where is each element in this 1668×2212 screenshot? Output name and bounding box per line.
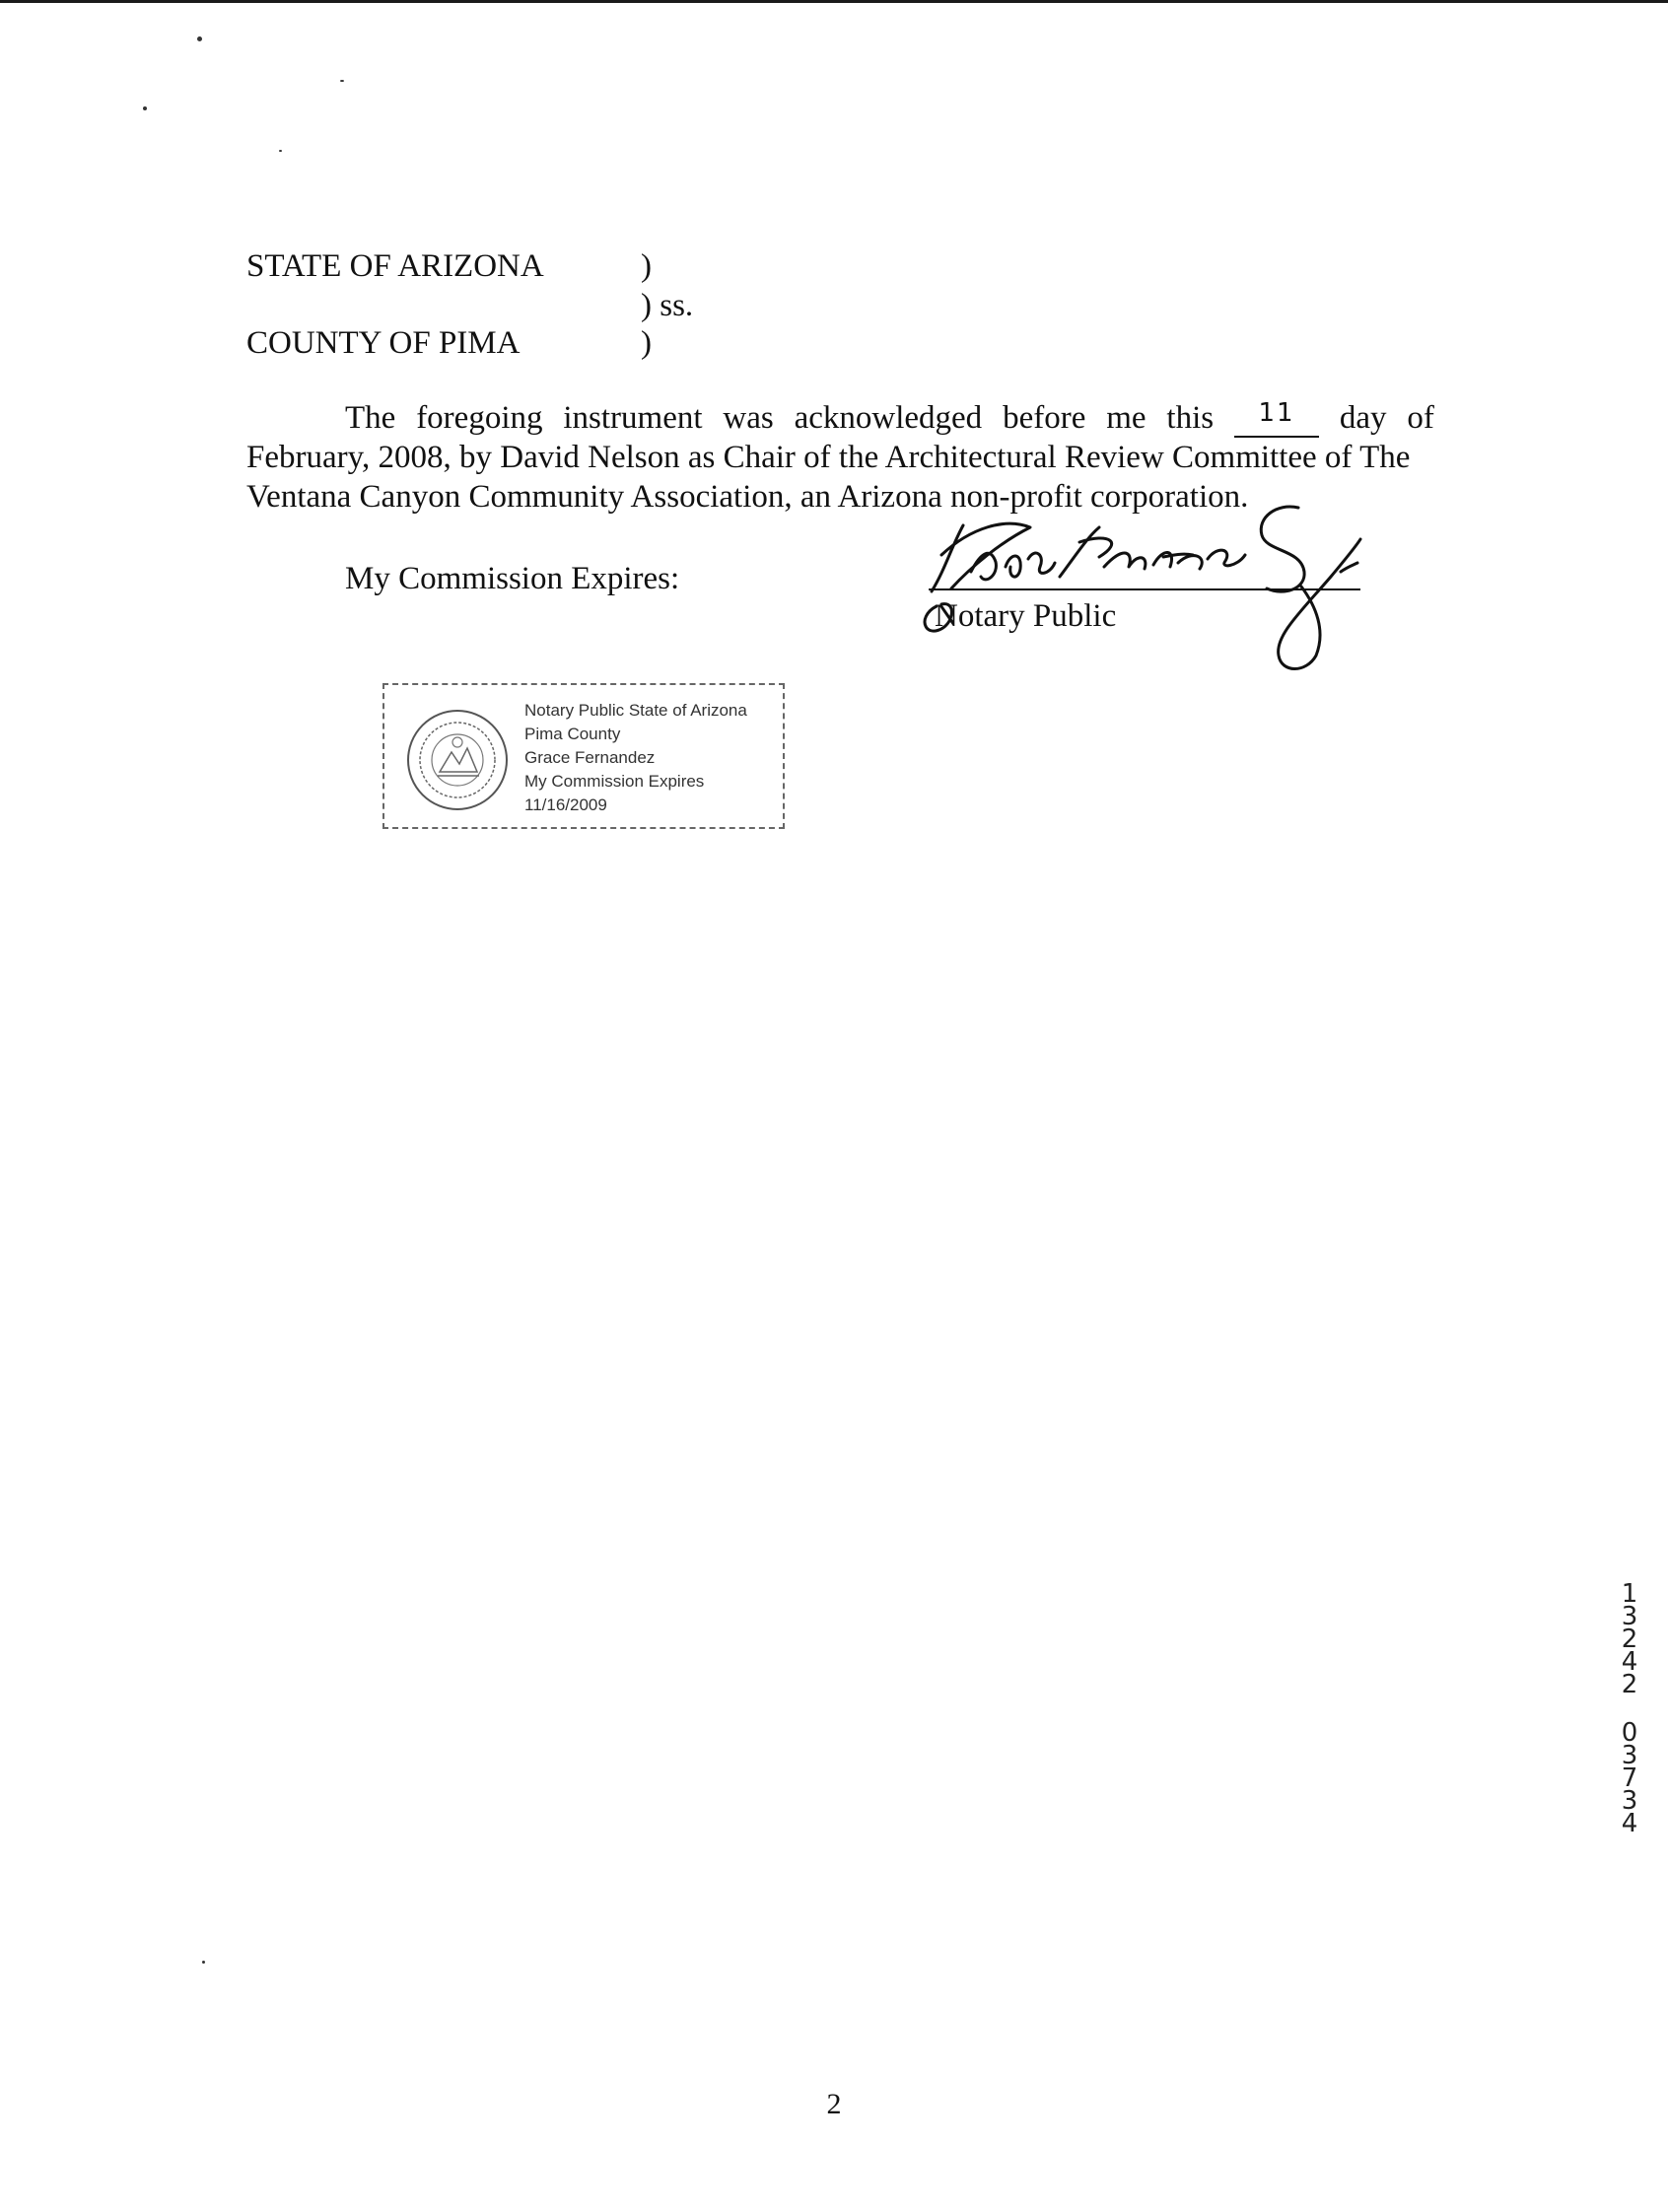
recording-digit: 2 — [1621, 1670, 1638, 1699]
ack-word: of — [1407, 400, 1434, 436]
recording-digit: 3 — [1621, 1602, 1638, 1631]
notary-public-label: Notary Public — [935, 598, 1117, 634]
recording-digit: 1 — [1621, 1579, 1638, 1609]
stamp-line: 11/16/2009 — [524, 795, 607, 814]
scan-speck — [143, 106, 147, 110]
ack-word: instrument — [563, 400, 703, 436]
state-seal-icon — [404, 707, 511, 813]
scan-speck — [340, 80, 344, 82]
scan-speck — [197, 36, 202, 41]
ack-word: before — [1003, 400, 1086, 436]
acknowledgment-line-2: February, 2008, by David Nelson as Chair of the Architectural Review Committee of The — [246, 440, 1411, 475]
day-blank-field: 11 — [1234, 398, 1319, 438]
recording-number — [1615, 1579, 1644, 1838]
ack-word: was — [723, 400, 774, 436]
scan-speck — [279, 150, 282, 152]
notary-signature-line — [929, 588, 1360, 590]
notary-signature — [912, 498, 1375, 675]
scan-speck — [202, 1961, 205, 1964]
venue-state: STATE OF ARIZONA — [246, 248, 544, 284]
recording-digit: 2 — [1621, 1624, 1638, 1654]
notary-stamp — [382, 683, 785, 829]
recording-digit: 3 — [1621, 1741, 1638, 1770]
recording-digit: 4 — [1621, 1809, 1638, 1838]
acknowledgment-line-1 — [246, 398, 1434, 438]
stamp-line: Grace Fernandez — [524, 748, 656, 767]
commission-expires-label: My Commission Expires: — [345, 561, 680, 596]
ack-word: me — [1106, 400, 1147, 436]
venue-county: COUNTY OF PIMA — [246, 325, 521, 361]
ack-word: acknowledged — [794, 400, 983, 436]
stamp-line: My Commission Expires — [524, 772, 705, 791]
recording-digit: 3 — [1621, 1786, 1638, 1816]
acknowledgment-line-3: Ventana Canyon Community Association, an Arizona non-profit corporation. — [246, 479, 1249, 515]
ack-word: day — [1339, 400, 1387, 436]
page-number: 2 — [826, 2088, 842, 2120]
stamp-text-block — [524, 699, 747, 817]
venue-county-paren: ) — [641, 325, 652, 361]
venue-state-paren: ) — [641, 248, 652, 284]
stamp-line: Pima County — [524, 725, 621, 743]
recording-digit: 4 — [1621, 1647, 1638, 1677]
recording-digit: 0 — [1621, 1718, 1638, 1748]
ack-word: this — [1166, 400, 1215, 436]
stamp-line: Notary Public State of Arizona — [524, 701, 747, 720]
recording-digit: 7 — [1621, 1763, 1638, 1793]
scan-top-edge — [0, 0, 1668, 3]
ack-word: foregoing — [416, 400, 543, 436]
venue-ss: ) ss. — [641, 288, 694, 323]
ack-word: The — [345, 400, 396, 436]
